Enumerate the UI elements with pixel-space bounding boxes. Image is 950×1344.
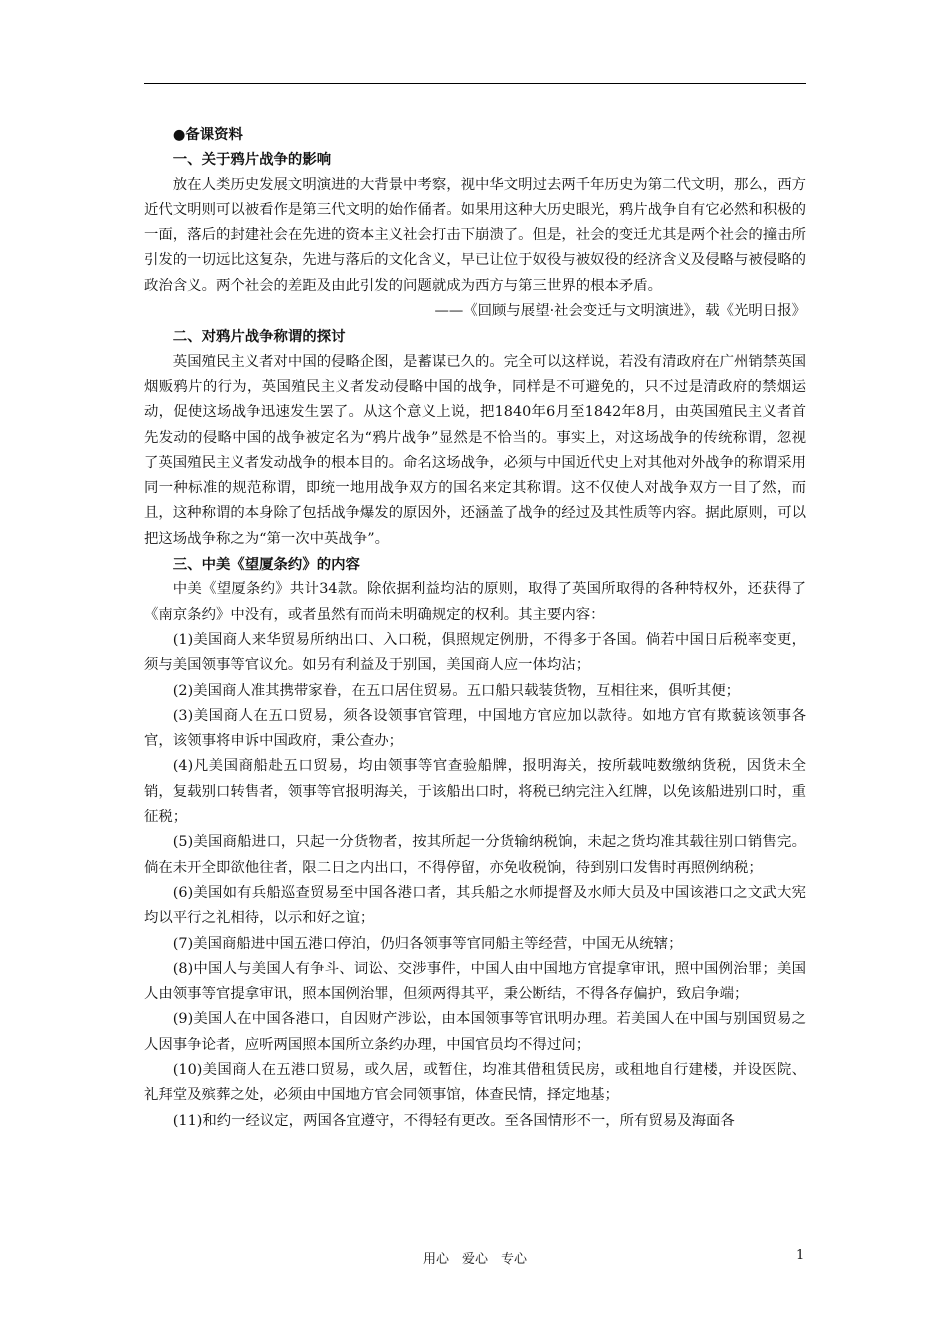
treaty-clause: (6)美国如有兵船巡查贸易至中国各港口者，其兵船之水师提督及水师大员及中国该港口之文武大宪均以平行之礼相待，以示和好之谊； — [144, 884, 806, 927]
document-body — [144, 122, 806, 1134]
paragraph: 放在人类历史发展文明演进的大背景中考察，视中华文明过去两千年历史为第二代文明，那么，西方近代文明则可以被看作是第三代文明的始作俑者。如果用这种大历史眼光，鸦片战争自有它必然和积极的一面，落后的封建社会在先进的资本主义社会打击下崩溃了。但是，社会的变迁尤其是两个社会的撞击所引发的一切远比这复杂，先进与落后的文化含义，早已让位于奴役与被奴役的经济含义及侵略与被侵略的政治含义。两个社会的差距及由此引发的问题就成为西方与第三世界的根本矛盾。 — [144, 176, 806, 294]
paragraph: 英国殖民主义者对中国的侵略企图，是蓄谋已久的。完全可以这样说，若没有清政府在广州销禁英国烟贩鸦片的行为，英国殖民主义者发动侵略中国的战争，同样是不可避免的，只不过是清政府的禁烟运动，促使这场战争迅速发生罢了。从这个意义上说，把1840年6月至1842年8月，由英国殖民主义者首先发动的侵略中国的战争被定名为“鸦片战争”显然是不恰当的。事实上，对这场战争的传统称谓，忽视了英国殖民主义者发动战争的根本目的。命名这场战争，必须与中国近代史上对其他对外战争的称谓采用同一种标准的规范称谓，即统一地用战争双方的国名来定其称谓。这不仅使人对战争双方一目了然，而且，这种称谓的本身除了包括战争爆发的原因外，还涵盖了战争的经过及其性质等内容。据此原则，可以把这场战争称之为“第一次中英战争”。 — [144, 353, 806, 547]
treaty-clause: (1)美国商人来华贸易所纳出口、入口税，俱照规定例册，不得多于各国。倘若中国日后税率变更，须与美国领事等官议允。如另有利益及于别国，美国商人应一体均沾； — [144, 631, 806, 674]
page-number: 1 — [796, 1248, 805, 1263]
treaty-clause: (11)和约一经议定，两国各宜遵守，不得轻有更改。至各国情形不一，所有贸易及海面各 — [172, 1112, 735, 1129]
section-title-influence: 一、关于鸦片战争的影响 — [172, 151, 332, 169]
header-rule — [144, 83, 806, 84]
paragraph: 中美《望厦条约》共计34款。除依据利益均沾的原则，取得了英国所取得的各种特权外，还获得了《南京条约》中没有，或者虽然有而尚未明确规定的权利。其主要内容： — [144, 581, 806, 623]
treaty-clause: (4)凡美国商船赴五口贸易，均由领事等官查验船牌，报明海关，按所载吨数缴纳货税，因货未全销，复载别口转售者，领事等官报明海关，于该船出口时，将税已纳完注入红牌，以免该船进别口时，重征税； — [144, 758, 806, 826]
treaty-clause: (5)美国商船进口，只起一分货物者，按其所起一分货输纳税饷，未起之货均准其载往别口销售完。倘在未开全即欲他往者，限二日之内出口，不得停留，亦免收税饷，待到别口发售时再照例纳税； — [144, 834, 806, 876]
treaty-clause: (10)美国商人在五港口贸易，或久居，或暂住，均准其借租赁民房，或租地自行建楼，并设医院、礼拜堂及殡葬之处，必须由中国地方官会同领事馆，体查民情，择定地基； — [144, 1061, 806, 1104]
section-title-wangxia-treaty: 三、中美《望厦条约》的内容 — [172, 556, 360, 574]
treaty-clause: (9)美国人在中国各港口，自因财产涉讼，由本国领事等官讯明办理。若美国人在中国与别国贸易之人因事争论者，应听两国照本国所立条约办理，中国官员均不得过问； — [144, 1011, 806, 1053]
footer-motto: 用心 爱心 专心 — [422, 1252, 527, 1267]
section-title-naming: 二、对鸦片战争称谓的探讨 — [172, 328, 346, 346]
treaty-clause: (8)中国人与美国人有争斗、词讼、交涉事件，中国人由中国地方官提拿审讯，照中国例治罪；美国人由领事等官提拿审讯，照本国例治罪，但须两得其平，秉公断结，不得各存偏护，致启争端； — [144, 960, 806, 1003]
treaty-clause: (3)美国商人在五口贸易，须各设领事官管理，中国地方官应加以款待。如地方官有欺藐该领事各官，该领事将申诉中国政府，秉公查办； — [144, 707, 806, 750]
treaty-clause: (7)美国商船进中国五港口停泊，仍归各领事等官同船主等经营，中国无从统辖； — [172, 935, 683, 952]
document-heading: ●备课资料 — [172, 126, 243, 143]
treaty-clause: (2)美国商人准其携带家眷，在五口居住贸易。五口船只载装货物，互相往来，俱听其便； — [172, 682, 741, 699]
citation-source: ——《回顾与展望·社会变迁与文明演进》，载《光明日报》 — [434, 303, 806, 320]
